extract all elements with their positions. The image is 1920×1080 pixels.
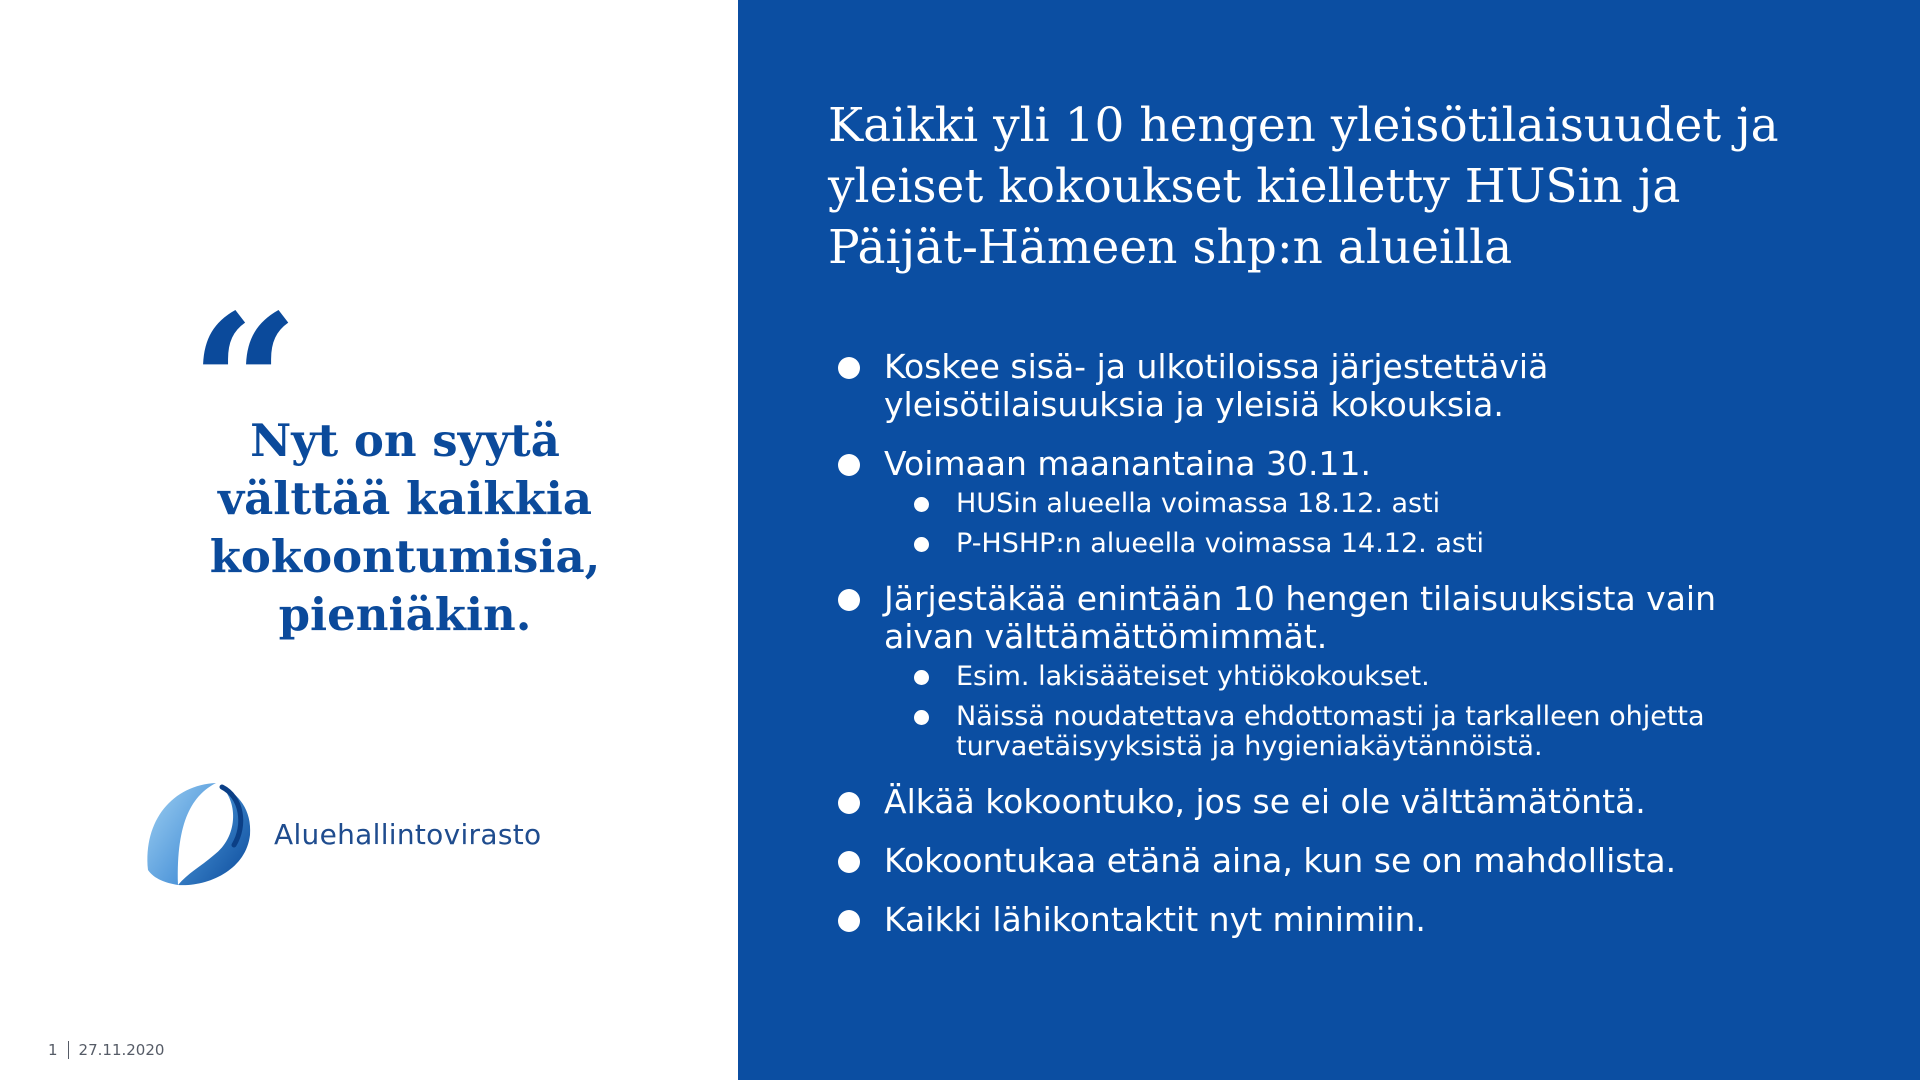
sub-bullet-line: turvaetäisyyksistä ja hygieniakäytännöistä. (956, 731, 1543, 762)
bullet-item (828, 580, 1888, 762)
quote-line: Nyt on syytä (250, 414, 560, 467)
bullet-item (828, 842, 1888, 880)
bullet-line: Voimaan maanantaina 30.11. (884, 444, 1371, 483)
slide-date: 27.11.2020 (78, 1041, 165, 1059)
sub-bullet-list (884, 489, 1888, 559)
sub-bullet-line: P-HSHP:n alueella voimassa 14.12. asti (956, 528, 1485, 559)
bullet-dot-icon (838, 910, 860, 932)
sub-bullet-item (884, 662, 1888, 692)
left-panel (0, 0, 738, 1080)
bullet-list (828, 348, 1888, 960)
bullet-line: yleisötilaisuuksia ja yleisiä kokouksia. (884, 385, 1504, 424)
quote-line: välttää kaikkia (218, 472, 592, 525)
sub-bullet-dot-icon (914, 497, 929, 512)
sub-bullet-line: Näissä noudatettava ehdottomasti ja tarkalleen ohjetta (956, 701, 1705, 732)
bullet-line: aivan välttämättömimmät. (884, 617, 1328, 656)
quote-line: kokoontumisia, (209, 530, 601, 583)
title-line: Kaikki yli 10 hengen yleisötilaisuudet ja (828, 98, 1779, 153)
slide-footer (48, 1041, 164, 1059)
sub-bullet-dot-icon (914, 710, 929, 725)
bullet-item (828, 901, 1888, 939)
sub-bullet-item (884, 529, 1888, 559)
bullet-item (828, 348, 1888, 424)
bullet-line: Koskee sisä- ja ulkotiloissa järjestettäviä (884, 347, 1549, 386)
sub-bullet-line: HUSin alueella voimassa 18.12. asti (956, 488, 1441, 519)
quote-mark-icon: “ (190, 273, 292, 496)
bullet-line: Älkää kokoontuko, jos se ei ole välttämätöntä. (884, 782, 1646, 821)
pull-quote (150, 412, 660, 644)
logo-text: Aluehallintovirasto (274, 817, 542, 851)
bullet-dot-icon (838, 851, 860, 873)
bullet-dot-icon (838, 589, 860, 611)
right-panel (738, 0, 1920, 1080)
sub-bullet-list (884, 662, 1888, 762)
sub-bullet-dot-icon (914, 537, 929, 552)
title-line: Päijät-Hämeen shp:n alueilla (828, 220, 1513, 275)
bullet-dot-icon (838, 454, 860, 476)
slide-title (828, 95, 1888, 278)
bullet-dot-icon (838, 792, 860, 814)
sub-bullet-item (884, 489, 1888, 519)
aluehallintovirasto-logo-icon (138, 775, 256, 893)
sub-bullet-line: Esim. lakisääteiset yhtiökokoukset. (956, 661, 1430, 692)
sub-bullet-dot-icon (914, 670, 929, 685)
footer-divider (68, 1041, 69, 1059)
bullet-item (828, 783, 1888, 821)
bullet-line: Kaikki lähikontaktit nyt minimiin. (884, 900, 1426, 939)
page-number: 1 (48, 1041, 58, 1059)
bullet-line: Järjestäkää enintään 10 hengen tilaisuuksista vain (884, 579, 1717, 618)
bullet-line: Kokoontukaa etänä aina, kun se on mahdollista. (884, 841, 1677, 880)
sub-bullet-item (884, 702, 1888, 762)
organization-logo (138, 775, 541, 893)
title-line: yleiset kokoukset kielletty HUSin ja (828, 159, 1681, 214)
bullet-dot-icon (838, 357, 860, 379)
quote-line: pieniäkin. (278, 588, 532, 641)
bullet-item (828, 445, 1888, 559)
